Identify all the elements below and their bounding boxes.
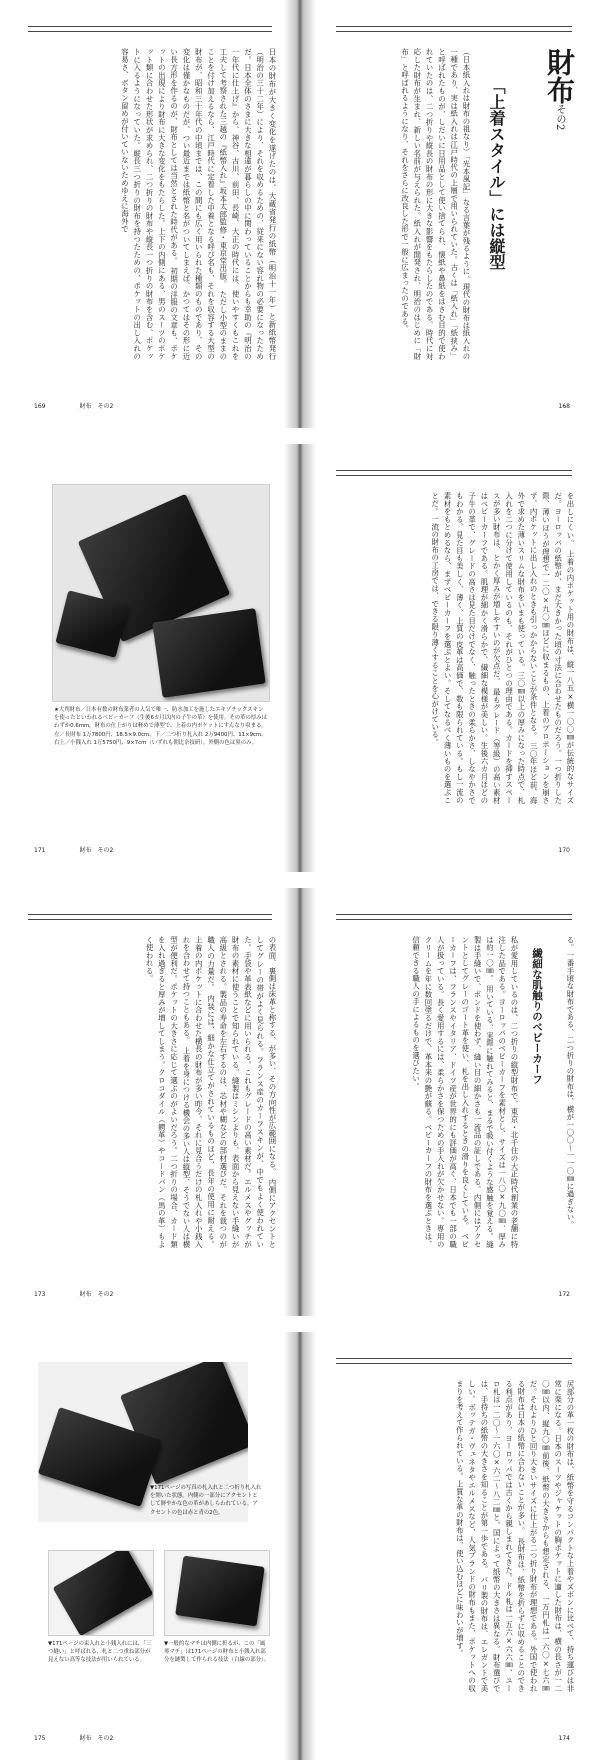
header-rule: [28, 914, 272, 920]
spread-3: [0, 888, 600, 1316]
photo-caption-bottom-left: ▼171ページの束入れと小銭入れには、「三つ縫い」と呼ばれる、札と二つ重ね部分が見えない高等な技法が用いられている。: [48, 1641, 152, 1664]
body-text: 私が愛用しているのは、二つ折りの縦型財布で、東京・北千住の大正時代創業の老舗に特注した品である。ヨーロッパのベビーカーフを素材とし、サイズは一八〇×九〇㎜、厚みは約一〇㎜。 用いている、実際に触れてみると、まるで吸い付くような感触を覚える。縫製は手縫いで、ボンドを使わず、縫い目の細かさも一流品の証しである。内側にはアクセントとしてグレーのゴート革を使い、札を出し入れするときの滑りを良くしている。 ベビーカーフは、フランスやイタリア、ドイツ産が世界的にも評価が高く、日本でも一部の職人が扱っている。長く愛用するには、柔らかさを保つための手入れが欠かせない。専用のクリームを年に数回塗るだけで、革本来の艶が蘇る。ベビーカーフの財布を選ぶときは、信頼できる職人の手によるものを選びたい。: [411, 936, 519, 1248]
header-rule: [336, 1358, 572, 1364]
page-number: 169: [34, 403, 46, 410]
chapter-title-sub: その2: [554, 104, 565, 131]
page-footer: [34, 401, 113, 410]
wallet-photo: [52, 484, 270, 702]
left-page: [0, 0, 300, 428]
left-page: [0, 1332, 300, 1760]
top-text: る。一番手頃な財布である、二つ折りの財布は、横が一〇〇〜一一〇㎜に過ぎない。: [566, 936, 575, 1229]
header-rule: [336, 470, 572, 476]
chapter-title: [510, 48, 574, 378]
gutter: [284, 444, 316, 872]
body-text: の表面、裏側は床革と称する、が多い、その方向性が広範囲になる。 内側にアクセントとしてグレーの帯がよく見られる。フランス産のカーフスキンが、中でもよく使われていた。手袋や革表紙などに用いられる。これもグレードの高い素材だ。エルメスやグッチが財布の素材に使うことで知られている。縫製はミシンよりも、表面から見えない手縫いが高級とされる。製品の寿命を左右するのは、芯材や糊などの部材選びだ。それを裁つのが職人の力量だ。 内装には、細かな仕立てがされているものほど、長年の使用に耐える。 上着の内ポケットに合わせた横長の財布が多い昨今、それに見合うだけの札入れや小銭入れを合わせて持つこともある。 上着を身につける機会の多い人は縦型、そうでない人は横型が便利だ。ポケットの大きさに応じて選ぶのがよいだろう。二つ折りの場合、カード類を入れ過ぎると厚みが増してしまう。クロコダイル（鰐革）やコードバン（馬の革）もよく使われる。: [145, 936, 277, 1248]
right-page: [300, 888, 600, 1316]
body-text: 日本の財布が大きく変化を遂げたのは、大蔵省発行の紙幣（明治十一年）と新紙幣発行（明治の三十二年）により、それを収めるための、従来にない容れ物の必要になったためだ。日本全体のさまに大きな相違が暮らしの中に関わっていることからも幸助の『明治の一年代に仕上げ』から、神谷、古川、前田、長崎、大正の時代には、使いやすくもこれを工夫して考察された三越の『紙幣入れ』坂本太郎監修・東京堂出版。 ただし小型のままのことを付け加えるなら、江戸時代に定着した中着となる呼び名も、それを収容する大型の財布が、昭和三十年代の中頃までは、この間にも広く用いられた種類のものであり、その変化は僅かなものだが、つい最近までは紙幣と名がついてしまえば、かつてはその形に近い長方形を作るのが、財布としては当然とされた時代がある。 初期の洋服の文章も、ポケットの出現により財布に大きな変化をもたらした。上下の内側にある、男のスーツのポケット類に合わせた形状が求められ、二つ折りの財布や縦長一つ折りの財布を含む、ポケットに入るようになっていた。縦長三つ折りの財布を持つたための、ポケットの出し入れの容易さ、ボタン留めが付いていないためゆえに海外で: [120, 48, 277, 360]
right-page: [300, 0, 600, 428]
page-number: 168: [558, 403, 570, 410]
gutter: [284, 0, 316, 428]
gutter: [284, 888, 316, 1316]
footer-label: 財布 その2: [79, 403, 114, 410]
header-rule: [336, 26, 572, 32]
page-footer: [34, 845, 113, 854]
spread-1: [0, 0, 600, 428]
page-footer: [34, 1733, 113, 1742]
gutter: [284, 1332, 316, 1760]
page-number: 174: [558, 1735, 570, 1742]
right-page: [300, 444, 600, 872]
detail-wallet-left: [53, 1550, 154, 1636]
page-number: 173: [34, 1291, 46, 1298]
right-page: [300, 1332, 600, 1760]
detail-photo-right: [164, 1550, 270, 1636]
page-number: 170: [558, 847, 570, 854]
body-text: 尻部分の革一枚の財布は、紙幣を守るコンパクトな上着やズボンに比べて、持ち運びは非常に楽になる。日本のスーツやジャケットの胸ポケットに適した財布は、横の長さが一二〇㎜以内、縦九〇㎜前後、紙幣の大きさからも想定される、一万円札は一六〇×七六㎜だ。それよりひと回り大きいサイズに仕上がる二つ折り財布が理想である。外国で使われる財布は日本の紙幣に合わないことが多い。 長財布は、紙幣を折らずに収めることのできる利点があり、ヨーロッパでは古くから親しまれてきた。ドル札は一五六×六六㎜、ユーロ札は一二〇〜一六〇×六二〜八二㎜と、国によって紙幣の大きさは異なる。財布選びでは、手持ちの紙幣の大きさを知ることが第一歩である。 パリ製の財布は、エレガントで美しい。ボッテガ・ヴェネタやエルメスなど、人気ブランドの財布もまた、ポケットへの収まりを考えて作られている。上質な革の財布は、使い込むほどに味わいが増す。: [455, 1380, 575, 1692]
page-number: 172: [558, 1291, 570, 1298]
spread-4: [0, 1332, 600, 1760]
footer-label: 財布 その2: [79, 1735, 114, 1742]
page-number: 171: [34, 847, 46, 854]
photo-caption-bottom-right: ▼一般的なマチは内側に折るが、この「風琴マチ」は171ページの財布と小銭入れ部分を縫製して作られる技法（白線の部分）。: [164, 1641, 270, 1664]
chapter-subtitle: 「上着スタイル」には縦型: [487, 78, 506, 270]
left-page: [0, 888, 300, 1316]
header-rule: [336, 914, 572, 920]
spread-2: [0, 444, 600, 872]
bifold-wallet: [152, 608, 266, 698]
left-page: [0, 444, 300, 872]
body-text: を出しにくい。 上着の内ポケット用の財布は、縦一八五×横一〇〇㎜が伝統的なサイズだ。ヨーロッパの紙幣が、まだ大きかった頃の寸法に合わせたものだろう。一つ折りした際、薄いほうが理想で一二〇×九〇㎜ほどに収まるもの、上着のプロポーションを崩さず、内ポケットに出し入れのときも引っかからないことが条件となる。 三〇年ほど前、海外で求めた薄いスリムな財布をいまも使っている。三〇㎜以上の厚みになった時点で、札入れを二つに分けて使用しているのも、それがひとつの理由である。カードを挿すスペースが多い財布は、とかく厚みが増しやすいのが欠点だ。 最もグレード（等級）の高い素材はベビーカーフである。肌理が細かく滑らかで、繊細な模様が美しい。生後六カ月ほどの子牛の革で、グレードの高さは見た目だけでなく、触ったときの柔らかさ、しなやかさでもわかる。見た目も美しく、薄く、上質の皮革は高価で、数も限られている。もし一流の素材をもとめるなら、まずベビーカーフを選ぶとよい。そしてなるべく薄いものを選ぶことだ。一流の財布の工房では、できる限り薄くすることを心がけている。: [430, 492, 575, 804]
body-text: （日本紙入れは財布の祖なり）「光本風記」なる言葉が残るように、現代の財布は紙入れの一種であり、実は紙入れは江戸時代の上層で用いられていた。古くは「紙入れ」「紙挟み」と呼ばれたものが、しだいに日用品として使い捨てられ、懐紙や鼻紙をはさむ目的で使われていたのは、二つ折りや縦長の財布の形に大きな影響をもたらしたのである。時代に対応した財布が生まれ、新しい名前が与えられた。紙入れが開発され、明治のはじめに「財布」と呼ばれるようになり、それをさらに改良した形で一般に広まったのである。: [400, 48, 471, 360]
chapter-title-main: 財布: [543, 48, 576, 104]
header-rule: [28, 26, 272, 32]
footer-label: 財布 その2: [79, 847, 114, 854]
photo-caption: ★大判財布／日本有数の財布業者の人気で唯一、防水加工を施したエキゾチックスキンを使ったといわれるベビーカーフ（生後6カ月以内の子牛の革）を使用。その革の厚みはわずか0.6mm。財布の仕上がりは軽めで薄型で、上着の内ポケットにすんなり収まる。左／長財布 1万7800円、18.5×9.0cm、下／二つ折り札入れ 2万9400円、11×9cm、右上／小銭入れ 1万5750円、9×7cm（いずれも朝比奈技研）。外側の色は黒のみ。: [54, 707, 268, 746]
page-footer: [34, 1289, 113, 1298]
section-subhead: 繊細な肌触りのベビーカーフ: [531, 948, 543, 1085]
page-number: 175: [34, 1735, 46, 1742]
photo-caption-top: ▼171ページの写真の札入れと二つ折り札入れを開いた状態。内側の一部分にアクセントとして鮮やかな色の革があしらわれている。アクセントの色は赤と青の2色。: [150, 1485, 262, 1516]
detail-photo-left: [48, 1550, 154, 1636]
detail-wallet-right: [175, 1556, 265, 1627]
footer-label: 財布 その2: [79, 1291, 114, 1298]
